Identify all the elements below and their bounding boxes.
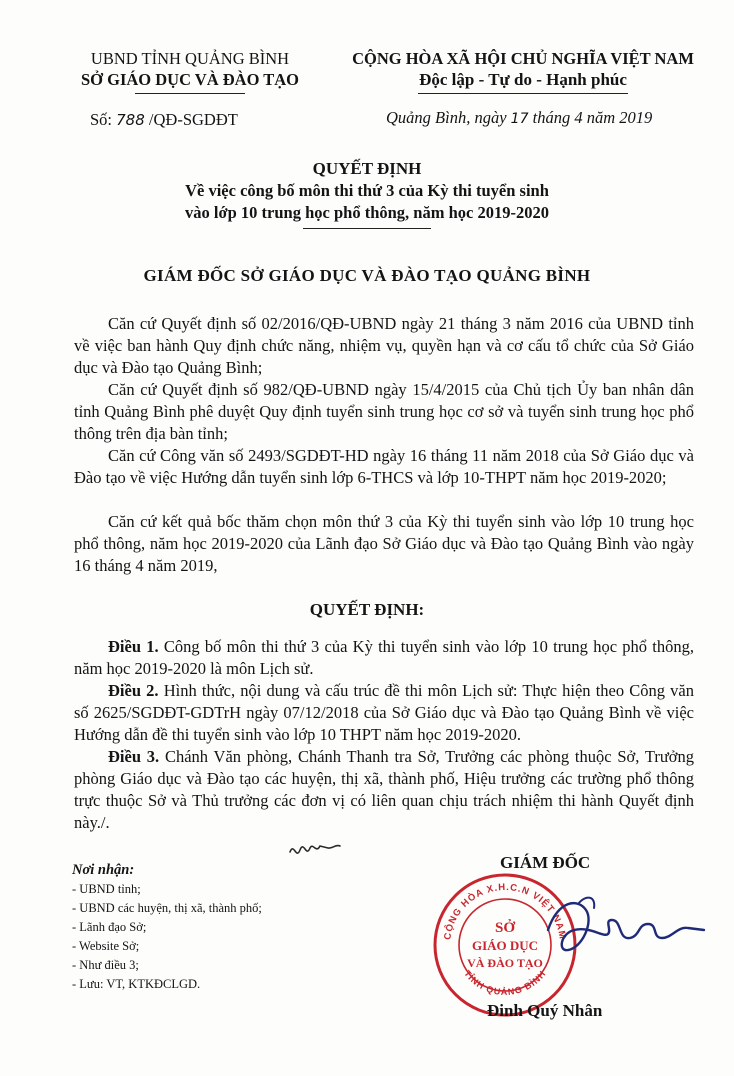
- doc-no-suffix: /QĐ-SGDĐT: [148, 110, 238, 129]
- article-text: Công bố môn thi thứ 3 của Kỳ thi tuyển sinh vào lớp 10 trung học phổ thông, năm học 2019-2020 là môn Lịch sử.: [74, 637, 694, 678]
- country-name: CỘNG HÒA XÃ HỘI CHỦ NGHĨA VIỆT NAM: [352, 49, 694, 68]
- recipient-item: - Website Sở;: [72, 939, 140, 953]
- decision-title: [0, 158, 734, 224]
- signer-title: GIÁM ĐỐC: [500, 853, 591, 872]
- date-prefix: Quảng Bình, ngày: [386, 108, 507, 127]
- seal-ring-text: CỘNG HÒA X.H.C.N VIỆT NAM: [442, 881, 568, 941]
- header-left: [58, 48, 322, 94]
- preamble-text: Căn cứ kết quả bốc thăm chọn môn thứ 3 của Kỳ thi tuyển sinh vào lớp 10 trung học phổ thông, năm học 2019-2020 của Lãnh đạo Sở Giáo dục và Đào tạo Quảng Bình vào ngày 16 tháng 4 năm 2019,: [74, 512, 694, 575]
- article-label: Điều 3.: [108, 747, 160, 766]
- article-text: Chánh Văn phòng, Chánh Thanh tra Sở, Trưởng các phòng thuộc Sở, Trưởng phòng Giáo dục và Đào tạo các huyện, thị xã, thành phố, Hiệu trưởng các trường phổ thông trực thuộc Sở và Thủ trưởng các đơn vị có liên quan chịu trách nhiệm thi hành Quyết định này./.: [74, 747, 695, 832]
- preamble-paragraph: [74, 445, 694, 489]
- article-text: Hình thức, nội dung và cấu trúc đề thi môn Lịch sử: Thực hiện theo Công văn số 2625/SGDĐT-GDTrH ngày 07/12/2018 của Sở Giáo dục và Đào tạo Quảng Bình về việc Hướng dẫn đề thi tuyển sinh vào lớp 10 THPT năm học 2019-2020.: [74, 681, 695, 744]
- recipient-item: - UBND tỉnh;: [72, 882, 141, 896]
- national-motto: Độc lập - Tự do - Hạnh phúc: [419, 70, 627, 89]
- recipient-item: - Lưu: VT, KTKĐCLGD.: [72, 977, 201, 991]
- title-rule: [303, 228, 431, 229]
- recipients-list: [72, 860, 372, 994]
- title-heading: QUYẾT ĐỊNH: [312, 159, 422, 178]
- recipient-item: - Lãnh đạo Sở;: [72, 920, 147, 934]
- recipients-heading: Nơi nhận:: [72, 862, 135, 878]
- date-day: 17: [510, 111, 529, 127]
- article-3: [74, 746, 694, 834]
- title-line-2: vào lớp 10 trung học phổ thông, năm học 2019-2020: [185, 203, 549, 222]
- preamble-paragraph: [74, 379, 694, 445]
- preamble-paragraph: [74, 313, 694, 379]
- agency-name: UBND TỈNH QUẢNG BÌNH: [90, 49, 290, 68]
- document-number: [90, 110, 238, 130]
- seal-bottom-text: TỈNH QUẢNG BÌNH: [462, 968, 548, 997]
- header-right: [340, 48, 706, 94]
- handwritten-signature: [538, 890, 708, 970]
- signer-name: Đinh Quý Nhân: [487, 1001, 603, 1020]
- preamble-paragraph: [74, 511, 694, 577]
- date-suffix: tháng 4 năm 2019: [532, 108, 653, 127]
- doc-no-value: 788: [116, 111, 145, 129]
- header-right-rule: [418, 93, 628, 94]
- recipient-item: - UBND các huyện, thị xã, thành phố;: [72, 901, 262, 915]
- doc-no-label: Số:: [90, 110, 113, 129]
- department-name: SỞ GIÁO DỤC VÀ ĐÀO TẠO: [80, 70, 300, 89]
- article-2: [74, 680, 694, 746]
- seal-center-line: GIÁO DỤC: [471, 938, 539, 953]
- article-1: [74, 636, 694, 680]
- preamble-text: Căn cứ Công văn số 2493/SGDĐT-HD ngày 16 tháng 11 năm 2018 của Sở Giáo dục và Đào tạo về việc Hướng dẫn tuyển sinh lớp 6-THCS và lớp 10-THPT năm học 2019-2020;: [74, 446, 694, 487]
- authority-heading: GIÁM ĐỐC SỞ GIÁO DỤC VÀ ĐÀO TẠO QUẢNG BÌNH: [143, 266, 591, 285]
- seal-center-line: VÀ ĐÀO TẠO: [467, 956, 543, 970]
- seal-center-line: SỞ: [494, 920, 516, 936]
- article-label: Điều 2.: [108, 681, 159, 700]
- decision-heading: QUYẾT ĐỊNH:: [309, 600, 425, 619]
- place-date: [386, 108, 652, 128]
- recipient-item: - Như điều 3;: [72, 958, 139, 972]
- preamble-text: Căn cứ Quyết định số 982/QĐ-UBND ngày 15/4/2015 của Chủ tịch Ủy ban nhân dân tỉnh Quảng Bình phê duyệt Quy định tuyển sinh trung học cơ sở và tuyển sinh trung học phổ thông trên địa bàn tỉnh;: [74, 380, 694, 443]
- article-label: Điều 1.: [108, 637, 159, 656]
- title-line-1: Về việc công bố môn thi thứ 3 của Kỳ thi tuyển sinh: [185, 181, 549, 200]
- header-left-rule: [135, 93, 245, 94]
- preamble-text: Căn cứ Quyết định số 02/2016/QĐ-UBND ngày 21 tháng 3 năm 2016 của UBND tỉnh về việc ban hành Quy định chức năng, nhiệm vụ, quyền hạn và cơ cấu tổ chức của Sở Giáo dục và Đào tạo Quảng Bình;: [74, 314, 694, 377]
- svg-text:TỈNH QUẢNG BÌNH: [462, 968, 548, 997]
